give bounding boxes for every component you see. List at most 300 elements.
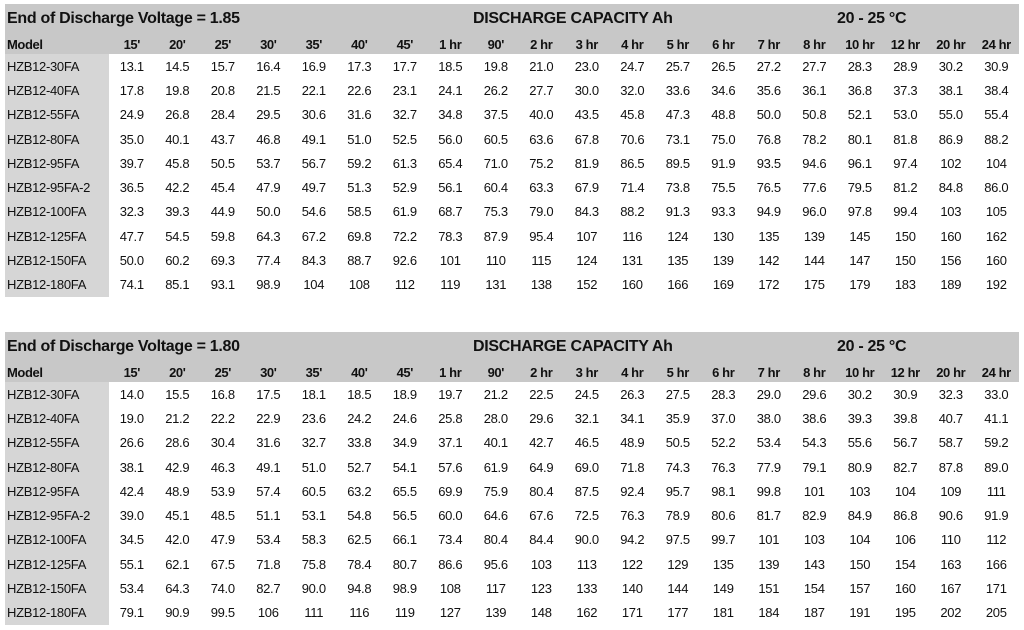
capacity-cell: 50.5 <box>665 435 690 451</box>
capacity-cell: 77.9 <box>756 459 781 475</box>
capacity-cell: 36.1 <box>802 82 827 98</box>
capacity-cell: 24.5 <box>574 386 599 402</box>
capacity-cell: 38.1 <box>938 82 963 98</box>
capacity-cell: 67.6 <box>529 508 554 524</box>
capacity-cell: 53.1 <box>301 508 326 524</box>
time-column-header: 3 hr <box>564 362 610 382</box>
capacity-cell: 71.0 <box>483 155 508 171</box>
capacity-cell: 33.6 <box>665 82 690 98</box>
capacity-cell: 192 <box>985 277 1007 293</box>
capacity-cell: 27.7 <box>802 58 827 74</box>
capacity-cell: 25.8 <box>438 410 463 426</box>
table-title: End of Discharge Voltage = 1.80 <box>5 332 473 362</box>
capacity-cell: 39.8 <box>893 410 918 426</box>
capacity-cell: 20.8 <box>210 82 235 98</box>
time-column-header: 24 hr <box>974 34 1020 54</box>
capacity-cell: 166 <box>985 556 1007 572</box>
capacity-cell: 97.8 <box>847 204 872 220</box>
model-cell: HZB12-95FA-2 <box>5 503 109 527</box>
capacity-cell: 30.4 <box>210 435 235 451</box>
capacity-cell: 152 <box>576 277 598 293</box>
capacity-cell: 45.8 <box>165 155 190 171</box>
capacity-cell: 38.1 <box>119 459 144 475</box>
capacity-cell: 123 <box>530 581 552 597</box>
capacity-cell: 90.0 <box>574 532 599 548</box>
capacity-cell: 71.8 <box>620 459 645 475</box>
capacity-cell: 103 <box>803 532 825 548</box>
capacity-cell: 39.3 <box>847 410 872 426</box>
time-column-header: 4 hr <box>610 362 656 382</box>
capacity-cell: 189 <box>940 277 962 293</box>
capacity-cell: 80.9 <box>847 459 872 475</box>
capacity-cell: 50.0 <box>256 204 281 220</box>
temperature-label: 20 - 25 °C <box>837 4 1019 34</box>
capacity-cell: 24.7 <box>620 58 645 74</box>
capacity-cell: 84.9 <box>847 508 872 524</box>
time-column-header: 20 hr <box>928 34 974 54</box>
capacity-cell: 187 <box>803 605 825 621</box>
capacity-cell: 30.2 <box>847 386 872 402</box>
capacity-cell: 131 <box>621 253 643 269</box>
capacity-cell: 21.5 <box>256 82 281 98</box>
capacity-cell: 82.7 <box>256 581 281 597</box>
time-column-header: 30' <box>246 362 292 382</box>
capacity-cell: 104 <box>894 483 916 499</box>
model-cell: HZB12-40FA <box>5 406 109 430</box>
capacity-cell: 63.3 <box>529 180 554 196</box>
capacity-cell: 80.6 <box>711 508 736 524</box>
capacity-cell: 202 <box>940 605 962 621</box>
time-column-header: 35' <box>291 362 337 382</box>
capacity-cell: 24.9 <box>119 107 144 123</box>
capacity-cell: 103 <box>849 483 871 499</box>
capacity-cell: 75.2 <box>529 155 554 171</box>
capacity-cell: 94.6 <box>802 155 827 171</box>
capacity-cell: 75.9 <box>483 483 508 499</box>
capacity-cell: 60.2 <box>165 253 190 269</box>
capacity-cell: 62.5 <box>347 532 372 548</box>
capacity-cell: 184 <box>758 605 780 621</box>
time-column-header: 5 hr <box>655 34 701 54</box>
capacity-cell: 36.5 <box>119 180 144 196</box>
capacity-cell: 76.8 <box>756 131 781 147</box>
capacity-cell: 45.1 <box>165 508 190 524</box>
capacity-cell: 169 <box>712 277 734 293</box>
capacity-cell: 39.3 <box>165 204 190 220</box>
capacity-cell: 109 <box>940 483 962 499</box>
table-row <box>5 175 1019 199</box>
capacity-cell: 90.0 <box>301 581 326 597</box>
capacity-table <box>5 332 1019 625</box>
capacity-cell: 32.0 <box>620 82 645 98</box>
capacity-cell: 27.7 <box>529 82 554 98</box>
capacity-cell: 62.1 <box>165 556 190 572</box>
capacity-cell: 111 <box>986 483 1006 499</box>
capacity-cell: 147 <box>849 253 871 269</box>
capacity-cell: 40.1 <box>483 435 508 451</box>
capacity-cell: 18.1 <box>301 386 326 402</box>
capacity-cell: 80.4 <box>483 532 508 548</box>
capacity-cell: 80.4 <box>529 483 554 499</box>
capacity-cell: 56.7 <box>893 435 918 451</box>
capacity-cell: 94.8 <box>347 581 372 597</box>
capacity-cell: 27.2 <box>756 58 781 74</box>
capacity-cell: 94.9 <box>756 204 781 220</box>
capacity-cell: 122 <box>621 556 643 572</box>
capacity-cell: 42.2 <box>165 180 190 196</box>
model-cell: HZB12-55FA <box>5 431 109 455</box>
capacity-cell: 163 <box>940 556 962 572</box>
capacity-cell: 49.1 <box>256 459 281 475</box>
capacity-cell: 72.2 <box>392 228 417 244</box>
model-cell: HZB12-80FA <box>5 127 109 151</box>
capacity-cell: 52.7 <box>347 459 372 475</box>
capacity-cell: 112 <box>394 277 415 293</box>
capacity-cell: 52.5 <box>392 131 417 147</box>
capacity-cell: 76.5 <box>756 180 781 196</box>
capacity-cell: 56.1 <box>438 180 463 196</box>
capacity-cell: 133 <box>576 581 598 597</box>
capacity-cell: 74.3 <box>665 459 690 475</box>
capacity-cell: 39.0 <box>119 508 144 524</box>
capacity-cell: 55.6 <box>847 435 872 451</box>
time-column-header: 2 hr <box>519 34 565 54</box>
capacity-cell: 177 <box>667 605 689 621</box>
capacity-cell: 51.0 <box>347 131 372 147</box>
capacity-cell: 21.2 <box>483 386 508 402</box>
capacity-cell: 82.7 <box>893 459 918 475</box>
capacity-cell: 50.5 <box>210 155 235 171</box>
capacity-cell: 150 <box>894 253 916 269</box>
capacity-cell: 14.0 <box>119 386 144 402</box>
time-column-header: 6 hr <box>701 34 747 54</box>
capacity-cell: 15.5 <box>165 386 190 402</box>
model-column-header: Model <box>5 362 109 382</box>
capacity-cell: 69.3 <box>210 253 235 269</box>
capacity-cell: 79.0 <box>529 204 554 220</box>
capacity-cell: 19.8 <box>165 82 190 98</box>
model-cell: HZB12-125FA <box>5 224 109 248</box>
capacity-cell: 42.0 <box>165 532 190 548</box>
capacity-cell: 89.5 <box>665 155 690 171</box>
capacity-cell: 162 <box>985 228 1007 244</box>
capacity-cell: 79.1 <box>802 459 827 475</box>
capacity-cell: 65.4 <box>438 155 463 171</box>
capacity-cell: 103 <box>940 204 962 220</box>
model-cell: HZB12-30FA <box>5 54 109 78</box>
capacity-cell: 22.6 <box>347 82 372 98</box>
capacity-cell: 101 <box>803 483 825 499</box>
capacity-cell: 30.9 <box>893 386 918 402</box>
capacity-cell: 99.7 <box>711 532 736 548</box>
capacity-cell: 50.0 <box>756 107 781 123</box>
capacity-cell: 21.2 <box>165 410 190 426</box>
capacity-cell: 76.3 <box>620 508 645 524</box>
capacity-cell: 81.7 <box>756 508 781 524</box>
capacity-cell: 46.3 <box>210 459 235 475</box>
capacity-cell: 43.5 <box>574 107 599 123</box>
capacity-cell: 150 <box>849 556 871 572</box>
capacity-cell: 95.6 <box>483 556 508 572</box>
capacity-cell: 29.6 <box>802 386 827 402</box>
table-row <box>5 503 1019 527</box>
capacity-cell: 108 <box>439 581 461 597</box>
time-column-header: 24 hr <box>974 362 1020 382</box>
capacity-cell: 205 <box>985 605 1007 621</box>
capacity-cell: 119 <box>394 605 415 621</box>
time-column-header: 10 hr <box>837 362 883 382</box>
capacity-cell: 34.5 <box>119 532 144 548</box>
capacity-cell: 49.1 <box>301 131 326 147</box>
capacity-cell: 55.0 <box>938 107 963 123</box>
capacity-cell: 17.7 <box>392 58 417 74</box>
capacity-cell: 77.4 <box>256 253 281 269</box>
time-column-header: 20' <box>155 34 201 54</box>
capacity-cell: 64.3 <box>256 228 281 244</box>
capacity-cell: 43.7 <box>210 131 235 147</box>
capacity-cell: 167 <box>940 581 962 597</box>
capacity-cell: 37.3 <box>893 82 918 98</box>
capacity-cell: 76.3 <box>711 459 736 475</box>
capacity-cell: 28.3 <box>847 58 872 74</box>
capacity-cell: 55.1 <box>119 556 144 572</box>
model-cell: HZB12-55FA <box>5 103 109 127</box>
capacity-cell: 93.3 <box>711 204 736 220</box>
capacity-cell: 98.1 <box>711 483 736 499</box>
capacity-cell: 23.0 <box>574 58 599 74</box>
capacity-cell: 16.8 <box>210 386 235 402</box>
capacity-cell: 37.5 <box>483 107 508 123</box>
capacity-cell: 45.4 <box>210 180 235 196</box>
capacity-cell: 29.5 <box>256 107 281 123</box>
capacity-cell: 59.2 <box>984 435 1009 451</box>
capacity-cell: 57.4 <box>256 483 281 499</box>
table-row <box>5 273 1019 297</box>
capacity-cell: 60.5 <box>301 483 326 499</box>
capacity-cell: 54.3 <box>802 435 827 451</box>
capacity-cell: 40.1 <box>165 131 190 147</box>
capacity-cell: 24.2 <box>347 410 372 426</box>
discharge-table-1 <box>5 4 1019 297</box>
model-cell: HZB12-95FA <box>5 479 109 503</box>
capacity-cell: 59.2 <box>347 155 372 171</box>
time-column-header: 15' <box>109 34 155 54</box>
model-cell: HZB12-180FA <box>5 273 109 297</box>
capacity-cell: 48.9 <box>620 435 645 451</box>
capacity-cell: 30.0 <box>574 82 599 98</box>
capacity-cell: 46.5 <box>574 435 599 451</box>
capacity-cell: 183 <box>894 277 916 293</box>
capacity-cell: 81.9 <box>574 155 599 171</box>
capacity-cell: 35.9 <box>665 410 690 426</box>
table-row <box>5 479 1019 503</box>
capacity-cell: 57.6 <box>438 459 463 475</box>
capacity-cell: 138 <box>530 277 552 293</box>
capacity-cell: 91.3 <box>665 204 690 220</box>
capacity-cell: 33.8 <box>347 435 372 451</box>
capacity-cell: 175 <box>803 277 825 293</box>
capacity-cell: 112 <box>986 532 1007 548</box>
capacity-cell: 53.0 <box>893 107 918 123</box>
capacity-cell: 45.8 <box>620 107 645 123</box>
capacity-cell: 75.3 <box>483 204 508 220</box>
capacity-cell: 69.8 <box>347 228 372 244</box>
capacity-cell: 131 <box>485 277 507 293</box>
capacity-cell: 34.1 <box>620 410 645 426</box>
capacity-cell: 84.3 <box>301 253 326 269</box>
capacity-cell: 96.0 <box>802 204 827 220</box>
capacity-cell: 50.8 <box>802 107 827 123</box>
capacity-cell: 28.0 <box>483 410 508 426</box>
capacity-cell: 44.9 <box>210 204 235 220</box>
capacity-cell: 19.0 <box>119 410 144 426</box>
capacity-cell: 40.7 <box>938 410 963 426</box>
capacity-cell: 47.9 <box>210 532 235 548</box>
capacity-cell: 74.0 <box>210 581 235 597</box>
time-column-header: 6 hr <box>701 362 747 382</box>
table-row <box>5 382 1019 406</box>
capacity-cell: 108 <box>348 277 370 293</box>
capacity-cell: 129 <box>667 556 689 572</box>
capacity-cell: 151 <box>758 581 780 597</box>
capacity-cell: 116 <box>622 228 643 244</box>
capacity-cell: 22.9 <box>256 410 281 426</box>
capacity-cell: 84.8 <box>938 180 963 196</box>
capacity-cell: 91.9 <box>984 508 1009 524</box>
capacity-cell: 160 <box>621 277 643 293</box>
capacity-cell: 29.0 <box>756 386 781 402</box>
model-cell: HZB12-30FA <box>5 382 109 406</box>
capacity-cell: 144 <box>803 253 825 269</box>
capacity-cell: 82.9 <box>802 508 827 524</box>
capacity-cell: 69.9 <box>438 483 463 499</box>
capacity-cell: 71.4 <box>620 180 645 196</box>
model-cell: HZB12-100FA <box>5 528 109 552</box>
capacity-cell: 139 <box>712 253 734 269</box>
capacity-cell: 102 <box>940 155 962 171</box>
capacity-cell: 28.6 <box>165 435 190 451</box>
capacity-cell: 61.9 <box>483 459 508 475</box>
capacity-label: DISCHARGE CAPACITY Ah <box>473 332 837 362</box>
capacity-cell: 85.1 <box>165 277 190 293</box>
capacity-cell: 18.5 <box>438 58 463 74</box>
capacity-cell: 17.5 <box>256 386 281 402</box>
capacity-cell: 67.2 <box>301 228 326 244</box>
time-column-header: 1 hr <box>428 362 474 382</box>
capacity-cell: 61.9 <box>392 204 417 220</box>
capacity-cell: 55.4 <box>984 107 1009 123</box>
capacity-cell: 54.8 <box>347 508 372 524</box>
capacity-cell: 35.0 <box>119 131 144 147</box>
capacity-cell: 96.1 <box>847 155 872 171</box>
capacity-cell: 30.2 <box>938 58 963 74</box>
temperature-label: 20 - 25 °C <box>837 332 1019 362</box>
capacity-cell: 53.7 <box>256 155 281 171</box>
model-column-header: Model <box>5 34 109 54</box>
capacity-cell: 64.3 <box>165 581 190 597</box>
capacity-cell: 29.6 <box>529 410 554 426</box>
capacity-cell: 49.7 <box>301 180 326 196</box>
capacity-cell: 181 <box>712 605 734 621</box>
capacity-cell: 22.5 <box>529 386 554 402</box>
capacity-cell: 50.0 <box>119 253 144 269</box>
capacity-cell: 25.7 <box>665 58 690 74</box>
capacity-cell: 39.7 <box>119 155 144 171</box>
capacity-cell: 88.2 <box>984 131 1009 147</box>
table-row <box>5 200 1019 224</box>
capacity-cell: 52.1 <box>847 107 872 123</box>
capacity-cell: 98.9 <box>256 277 281 293</box>
capacity-cell: 24.1 <box>438 82 463 98</box>
capacity-cell: 105 <box>985 204 1007 220</box>
capacity-cell: 90.6 <box>938 508 963 524</box>
capacity-cell: 78.2 <box>802 131 827 147</box>
capacity-cell: 37.0 <box>711 410 736 426</box>
table-row <box>5 127 1019 151</box>
time-column-header: 20' <box>155 362 201 382</box>
capacity-cell: 71.8 <box>256 556 281 572</box>
time-column-header: 5 hr <box>655 362 701 382</box>
capacity-cell: 84.4 <box>529 532 554 548</box>
capacity-cell: 28.3 <box>711 386 736 402</box>
capacity-cell: 48.8 <box>711 107 736 123</box>
capacity-label: DISCHARGE CAPACITY Ah <box>473 4 837 34</box>
capacity-cell: 144 <box>667 581 689 597</box>
capacity-cell: 115 <box>531 253 552 269</box>
model-cell: HZB12-100FA <box>5 200 109 224</box>
capacity-cell: 19.8 <box>483 58 508 74</box>
time-column-header: 10 hr <box>837 34 883 54</box>
capacity-cell: 16.9 <box>301 58 326 74</box>
capacity-cell: 92.6 <box>392 253 417 269</box>
capacity-cell: 63.6 <box>529 131 554 147</box>
capacity-cell: 135 <box>712 556 734 572</box>
capacity-cell: 22.1 <box>301 82 326 98</box>
capacity-cell: 150 <box>894 228 916 244</box>
capacity-cell: 98.9 <box>392 581 417 597</box>
capacity-cell: 140 <box>621 581 643 597</box>
capacity-cell: 103 <box>530 556 552 572</box>
capacity-cell: 19.7 <box>438 386 463 402</box>
capacity-cell: 40.0 <box>529 107 554 123</box>
capacity-cell: 86.5 <box>620 155 645 171</box>
capacity-cell: 191 <box>849 605 871 621</box>
capacity-cell: 48.5 <box>210 508 235 524</box>
capacity-cell: 73.8 <box>665 180 690 196</box>
capacity-cell: 92.4 <box>620 483 645 499</box>
table-row <box>5 455 1019 479</box>
capacity-cell: 86.8 <box>893 508 918 524</box>
capacity-cell: 148 <box>530 605 552 621</box>
capacity-cell: 56.0 <box>438 131 463 147</box>
capacity-cell: 46.8 <box>256 131 281 147</box>
capacity-cell: 67.5 <box>210 556 235 572</box>
capacity-cell: 51.0 <box>301 459 326 475</box>
capacity-cell: 13.1 <box>119 58 144 74</box>
capacity-cell: 107 <box>576 228 598 244</box>
capacity-cell: 31.6 <box>347 107 372 123</box>
capacity-cell: 65.5 <box>392 483 417 499</box>
capacity-cell: 135 <box>758 228 780 244</box>
capacity-cell: 35.6 <box>756 82 781 98</box>
capacity-cell: 42.4 <box>119 483 144 499</box>
capacity-cell: 54.5 <box>165 228 190 244</box>
capacity-cell: 113 <box>576 556 597 572</box>
capacity-cell: 80.1 <box>847 131 872 147</box>
capacity-cell: 33.0 <box>984 386 1009 402</box>
capacity-cell: 16.4 <box>256 58 281 74</box>
capacity-cell: 59.8 <box>210 228 235 244</box>
